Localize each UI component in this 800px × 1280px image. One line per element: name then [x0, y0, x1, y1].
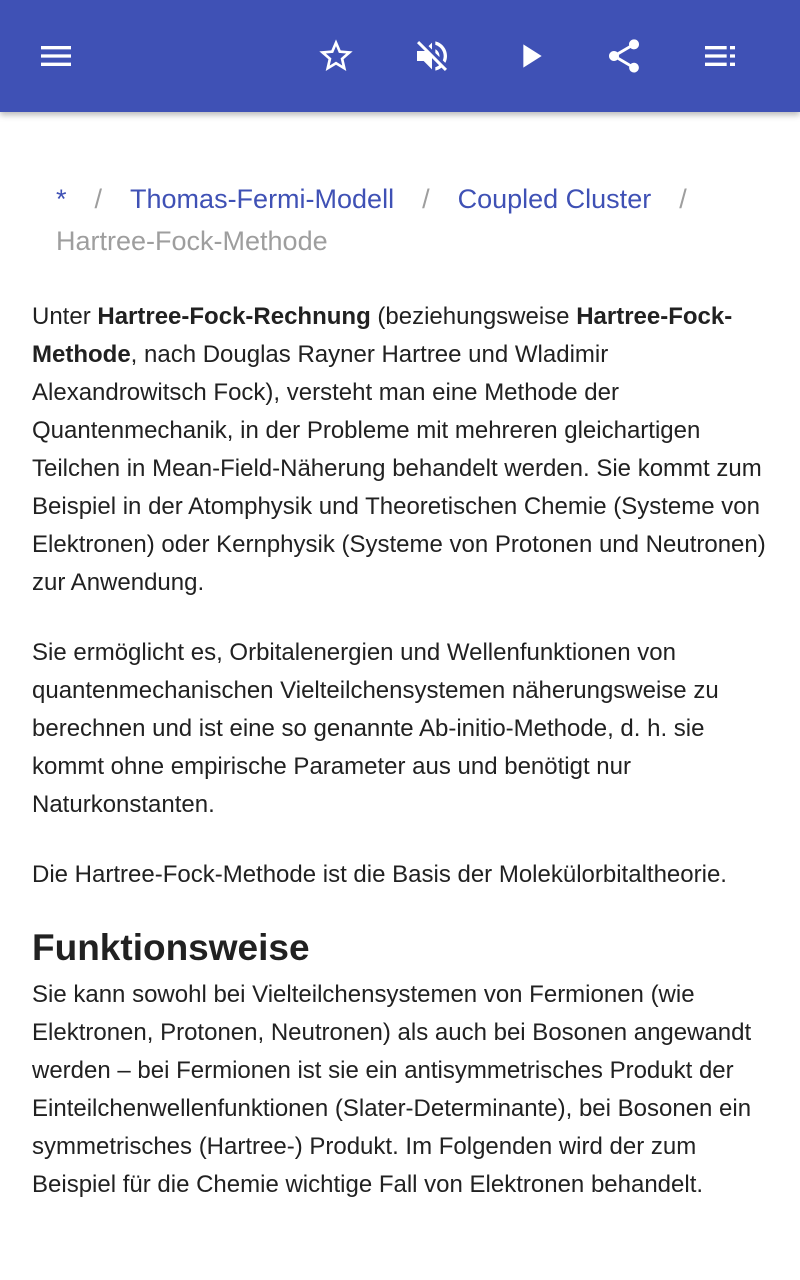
breadcrumb-separator: / [679, 184, 687, 214]
text: Unter [32, 303, 98, 330]
paragraph-2: Sie ermöglicht es, Orbitalenergien und Wellenfunktionen von quantenmechanischen Vielteilchensystemen näherungsweise zu berechnen und ist eine so genannte Ab-initio-Methode, d. h. sie kommt ohne empirische Parameter aus und benötigt nur Naturkonstanten. [32, 639, 719, 818]
star-outline-icon[interactable] [312, 32, 360, 80]
app-toolbar [0, 0, 800, 112]
share-icon[interactable] [600, 32, 648, 80]
breadcrumb-separator: / [94, 184, 103, 214]
bold-term: Hartree-Fock-Rechnung [97, 303, 371, 330]
play-icon[interactable] [506, 32, 554, 80]
breadcrumb-current: Hartree-Fock-Methode [56, 226, 328, 256]
breadcrumb [56, 178, 756, 262]
breadcrumb-link-home[interactable]: * [56, 184, 67, 214]
playlist-icon[interactable] [696, 32, 744, 80]
bold-term: Hartree-Fock-Methode [32, 303, 733, 368]
article-body [32, 298, 772, 1236]
volume-off-icon[interactable] [408, 32, 456, 80]
breadcrumb-link-thomas-fermi[interactable]: Thomas-Fermi-Modell [130, 184, 395, 214]
paragraph-4: Sie kann sowohl bei Vielteilchensystemen von Fermionen (wie Elektronen, Protonen, Neutronen) als auch bei Bosonen angewandt werden – bei Fermionen ist sie ein antisymmetrisches Produkt der Einteilchenwellenfunktionen (Slater-Determinante), bei Bosonen ein symmetrisches (Hartree-) Produkt. Im Folgenden wird der zum Beispiel für die Chemie wichtige Fall von Elektronen behandelt. [32, 981, 752, 1198]
text: , nach Douglas Rayner Hartree und Wladimir Alexandrowitsch Fock), versteht man eine Methode der Quantenmechanik, in der Probleme mit mehreren gleichartigen Teilchen in Mean-Field-Näherung behandelt werden. Sie kommt zum Beispiel in der Atomphysik und Theoretischen Chemie (Systeme von Elektronen) oder Kernphysik (Systeme von Protonen und Neutronen) zur Anwendung. [32, 341, 766, 596]
text: (beziehungsweise [370, 303, 577, 330]
menu-icon[interactable] [32, 32, 80, 80]
breadcrumb-link-coupled-cluster[interactable]: Coupled Cluster [457, 184, 652, 214]
section-heading: Funktionsweise [32, 927, 310, 968]
breadcrumb-separator: / [422, 184, 430, 214]
article-content [0, 112, 800, 1280]
paragraph-3: Die Hartree-Fock-Methode ist die Basis der Molekülorbitaltheorie. [32, 861, 727, 888]
paragraph-intro [32, 298, 772, 602]
